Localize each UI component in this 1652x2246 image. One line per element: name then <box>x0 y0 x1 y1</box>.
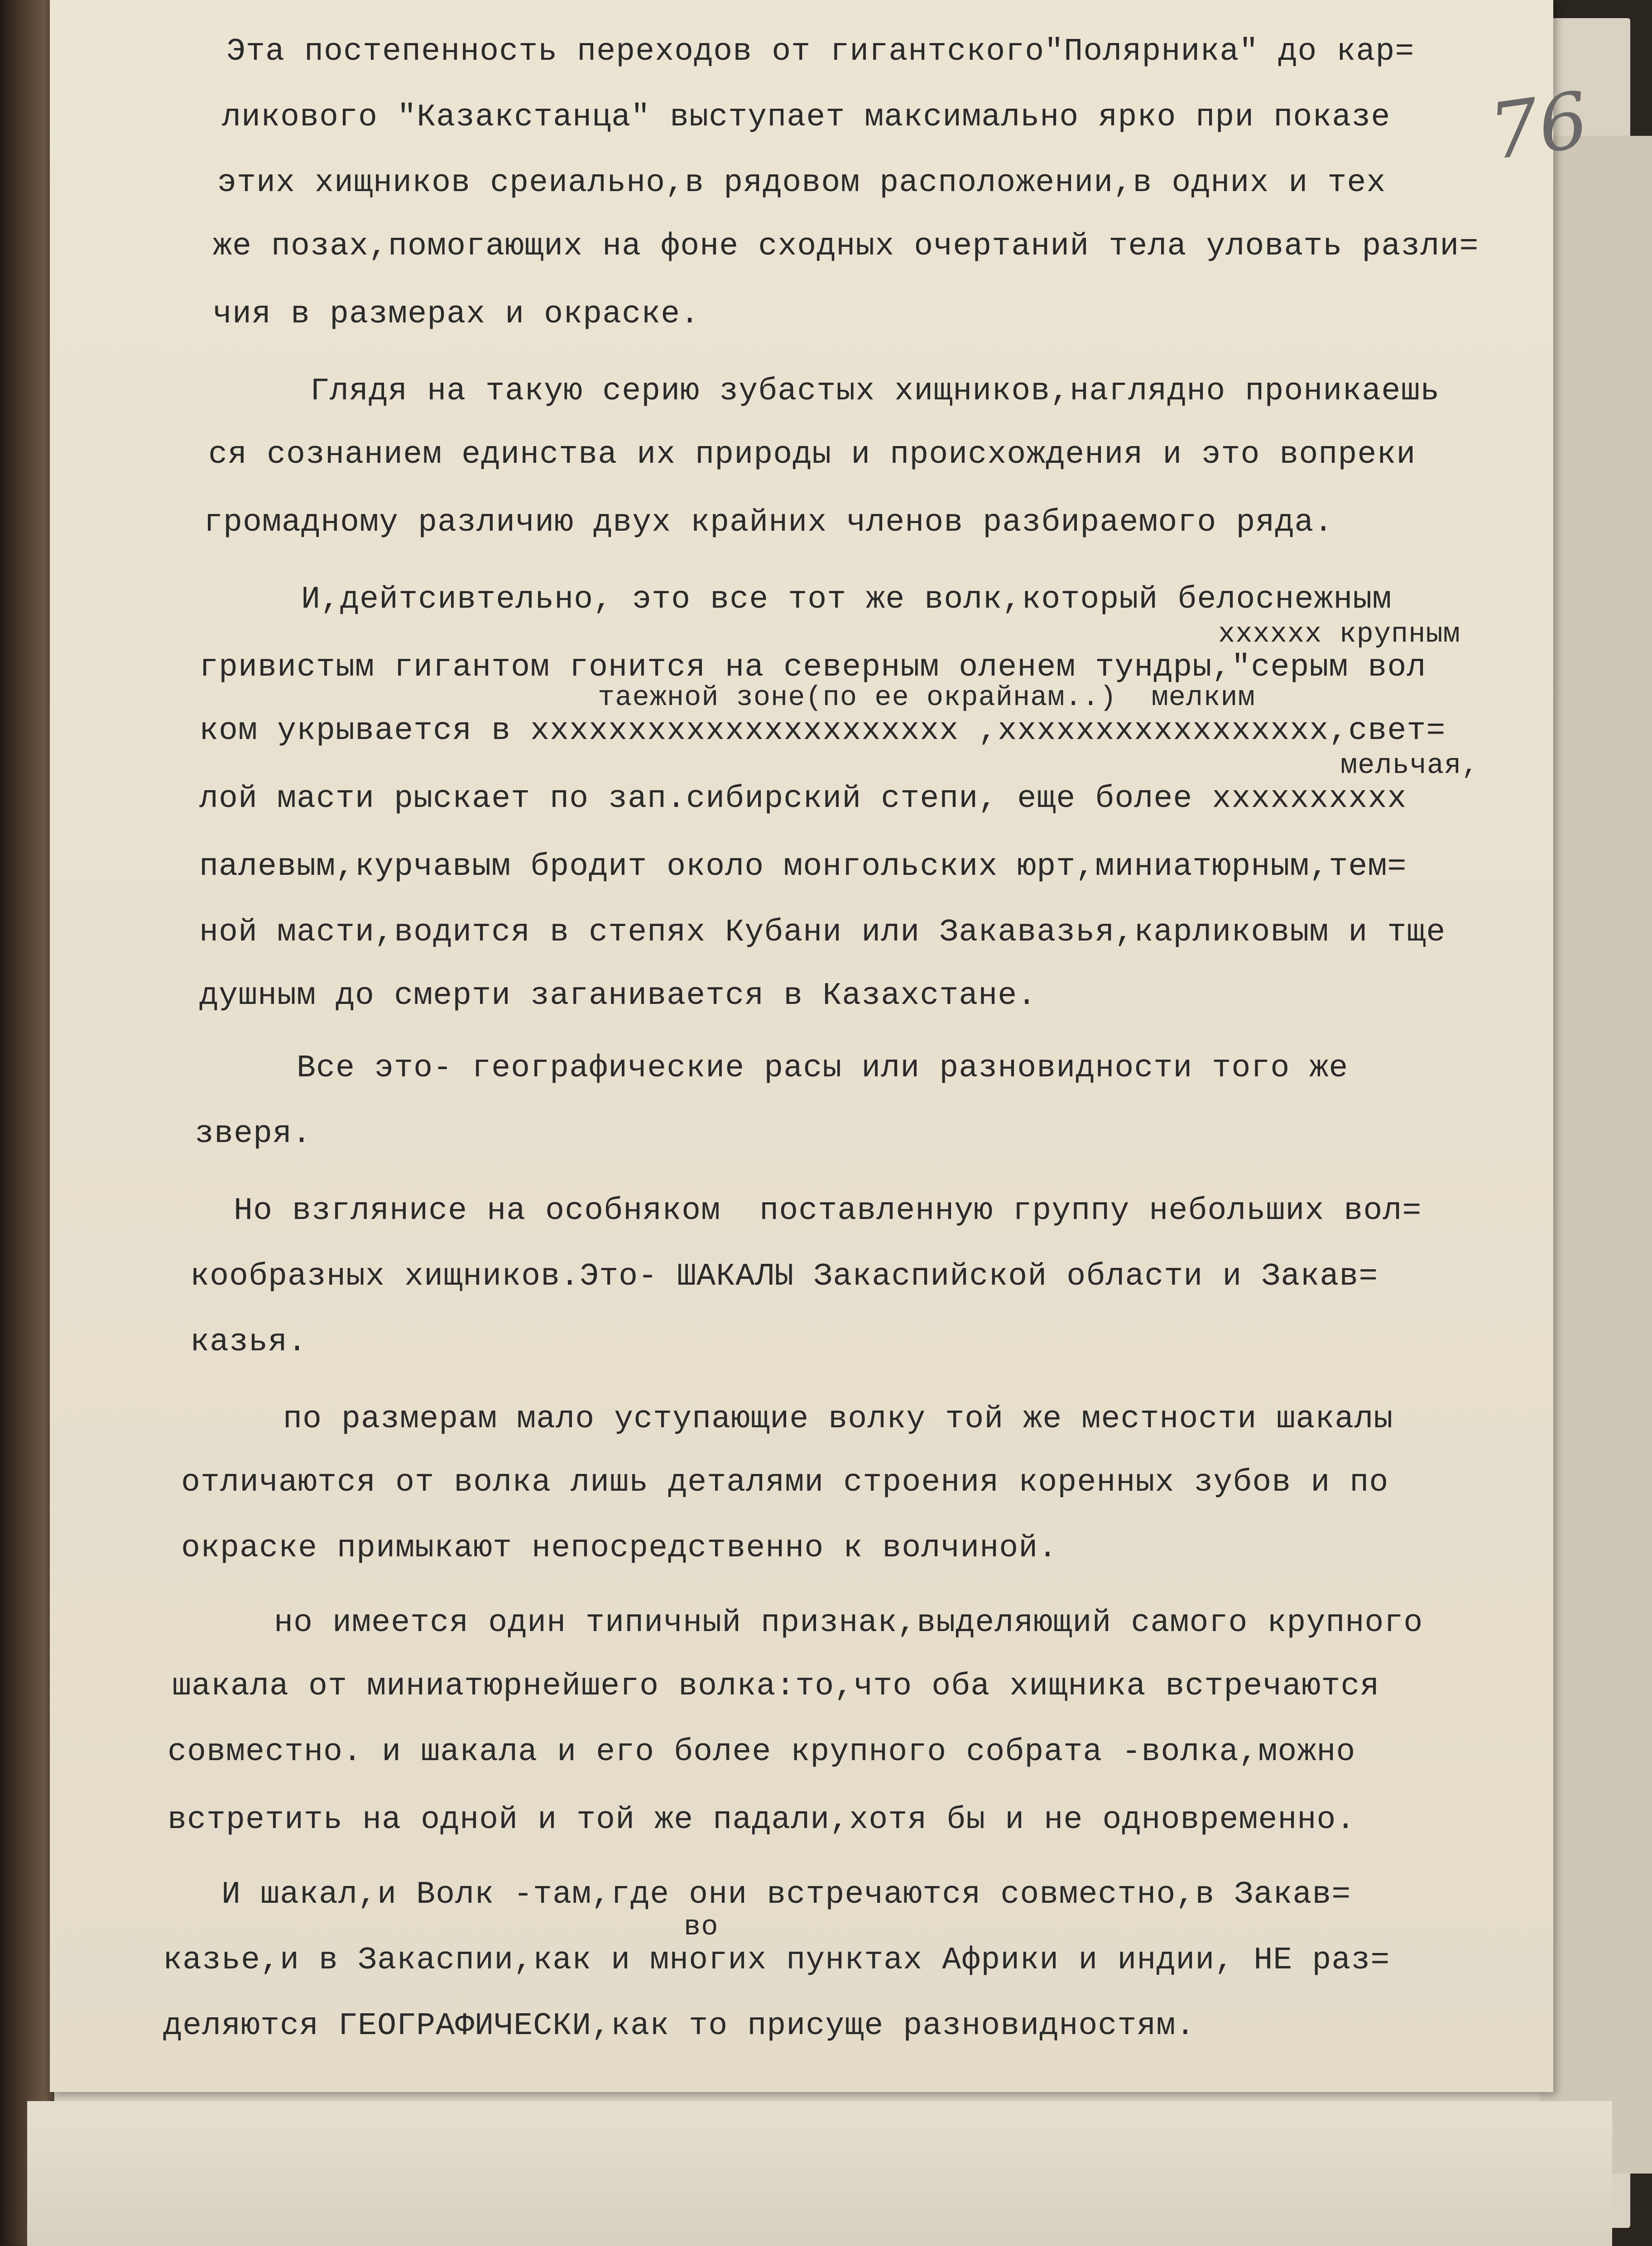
text-line: встретить на одной и той же падали,хотя бы и не одновременно. <box>168 1802 1356 1838</box>
text-line: Эта постепенность переходов от гигантского"Полярника" до кар= <box>226 34 1415 70</box>
text-line: ся сознанием единства их природы и происхождения и это вопреки <box>208 437 1416 473</box>
text-line: лой масти рыскает по зап.сибирский степи, еще более xxxxxxxxxx <box>199 781 1407 817</box>
handwritten-page-number: 76 <box>1484 75 1594 178</box>
text-line: окраске примыкают непосредственно к волчиной. <box>181 1531 1058 1566</box>
text-line: казья. <box>190 1325 307 1360</box>
text-line: деляются ГЕОГРАФИЧЕСКИ,как то присуще разновидностям. <box>163 2008 1196 2044</box>
text-line: казье,и в Закаспии,как и многих пунктах Африки и индии, НЕ раз= <box>163 1943 1390 1978</box>
text-line: палевым,курчавым бродит около монгольских юрт,миниатюрным,тем= <box>199 849 1407 885</box>
text-line: по размерам мало уступающие волку той же местности шакалы <box>186 1401 1393 1437</box>
text-line: Но взглянисе на особняком поставленную группу небольших вол= <box>195 1193 1422 1229</box>
text-line: Все это- географические расы или разновидности того же <box>199 1051 1349 1086</box>
text-line: громадному различию двух крайних членов разбираемого ряда. <box>204 505 1334 541</box>
text-line: Глядя на такую серию зубастых хищников,наглядно проникаешь <box>213 374 1440 409</box>
text-line: но имеется один типичный признак,выделяющий самого крупного <box>177 1605 1423 1641</box>
text-line: этих хищников среиально,в рядовом расположении,в одних и тех <box>217 165 1386 201</box>
text-line: И шакал,и Волк -там,где они встречаются совместно,в Закав= <box>163 1877 1351 1913</box>
interlinear-correction: таежной зоне(по ее окрайнам..) мелким <box>598 681 1255 714</box>
text-line: шакала от миниатюрнейшего волка:то,что оба хищника встречаются <box>172 1669 1380 1704</box>
text-line: гривистым гигантом гонится на северным оленем тундры,"серым вол <box>199 650 1426 686</box>
text-line: кообразных хищников.Это- ШАКАЛЫ Закаспийской области и Закав= <box>190 1259 1378 1295</box>
interlinear-correction: мельчая, <box>1340 749 1479 782</box>
interlinear-correction: во <box>684 1911 719 1943</box>
text-line: отличаются от волка лишь деталями строения коренных зубов и по <box>181 1465 1389 1501</box>
text-line: же позах,помогающих на фоне сходных очертаний тела уловать разли= <box>213 229 1479 264</box>
text-line: ком укрывается в xxxxxxxxxxxxxxxxxxxxxx ,xxxxxxxxxxxxxxxxx,свет= <box>199 713 1446 749</box>
underlying-sheet-bottom <box>27 2101 1612 2246</box>
text-line: душным до смерти заганивается в Казахстане. <box>199 978 1037 1014</box>
underlying-sheet-right <box>1540 136 1652 2174</box>
interlinear-correction: xxxxxx крупным <box>1218 618 1460 650</box>
text-line: ликового "Казакстанца" выступает максимально ярко при показе <box>222 100 1391 135</box>
text-line: ной масти,водится в степях Кубани или Закавазья,карликовым и тще <box>199 915 1446 950</box>
text-line: совместно. и шакала и его более крупного собрата -волка,можно <box>168 1734 1356 1770</box>
text-line: И,дейтсивтельно, это все тот же волк,который белоснежным <box>204 582 1392 618</box>
text-line: чия в размерах и окраске. <box>213 297 700 332</box>
text-line: зверя. <box>195 1116 312 1152</box>
